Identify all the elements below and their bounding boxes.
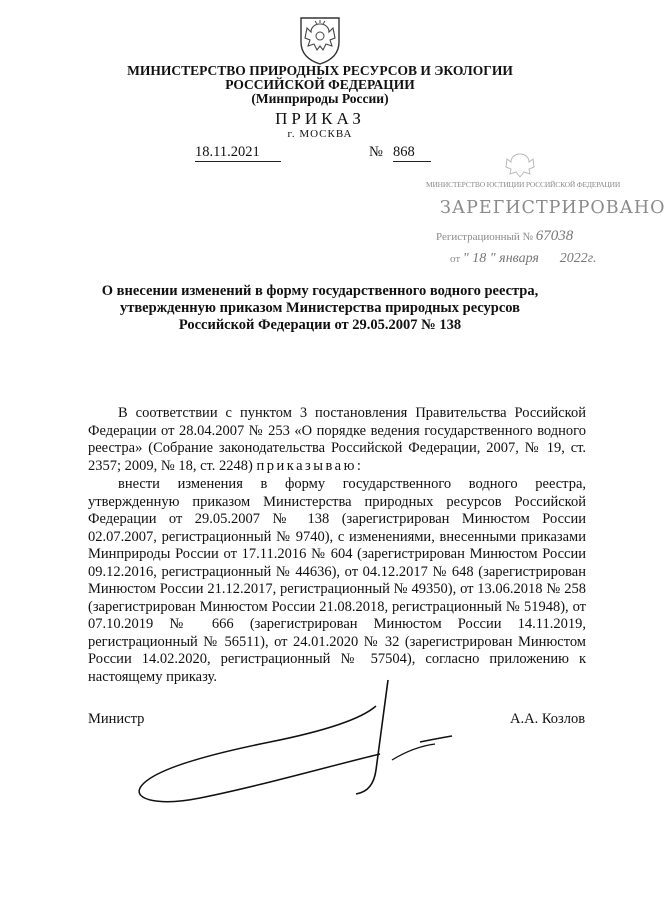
stamp-date-prefix: от — [450, 253, 461, 265]
stamp-authority: МИНИСТЕРСТВО ЮСТИЦИИ РОССИЙСКОЙ ФЕДЕРАЦИИ — [426, 180, 621, 189]
preamble-paragraph — [88, 405, 586, 475]
stamp-reg-label: Регистрационный № — [436, 231, 534, 243]
document-type: ПРИКАЗ — [275, 109, 365, 128]
signer-name: А.А. Козлов — [510, 711, 586, 727]
title-line-1: О внесении изменений в форму государственного водного реестра, — [101, 283, 539, 299]
ministry-name — [0, 64, 640, 106]
stamp-reg-number-value: 67038 — [535, 228, 574, 244]
ministry-line-2: РОССИЙСКОЙ ФЕДЕРАЦИИ — [225, 77, 415, 92]
stamp-registration-number — [436, 228, 646, 245]
order-number: 868 — [393, 144, 431, 162]
stamp-date-value: " 18 " января — [462, 251, 539, 266]
stamp-year: 2022г. — [559, 251, 597, 266]
registration-stamp — [426, 150, 666, 274]
order-word: приказываю: — [256, 457, 364, 474]
city: г. МОСКВА — [287, 128, 353, 140]
title-line-3: Российской Федерации от 29.05.2007 № 138 — [178, 317, 462, 333]
title-line-2: утвержденную приказом Министерства природных ресурсов — [119, 300, 521, 316]
stamp-registration-date — [450, 251, 660, 267]
ministry-line-1: МИНИСТЕРСТВО ПРИРОДНЫХ РЕСУРСОВ И ЭКОЛОГИИ — [127, 63, 513, 78]
handwritten-signature-icon — [130, 680, 460, 810]
signer-role: Министр — [88, 711, 145, 727]
coat-of-arms-emblem-icon — [297, 12, 343, 66]
order-date: 18.11.2021 — [195, 144, 281, 162]
document-title — [0, 283, 640, 334]
stamp-registered: ЗАРЕГИСТРИРОВАНО — [440, 198, 666, 218]
preamble-text: В соответствии с пунктом 3 постановления Правительства Российской Федерации от 28.04.2007 № 253 «О порядке ведения государственного водного реестра» (Собрание законодательства Российской Федерации, 2007, № 19, ст. 2357; 2009, № 18, ст. 2248) — [88, 405, 586, 474]
order-paragraph: внести изменения в форму государственного водного реестра, утвержденную приказом Министерства природных ресурсов Российской Федерации от 29.05.2007 № 138 (зарегистрирован Минюстом России 02.07.2007, регистрационный № 9740), с изменениями, внесенными приказами Минприроды России от 17.11.2016 № 604 (зарегистрирован Минюстом России 09.12.2016, регистрационный № 44636), от 04.12.2017 № 648 (зарегистрирован Минюстом России 21.12.2017, регистрационный № 49350), от 13.06.2018 № 258 (зарегистрирован Минюстом России 21.08.2018, регистрационный № 51948), от 07.10.2019 № 666 (зарегистрирован Минюстом России 14.11.2019, регистрационный № 56511), от 24.01.2020 № 32 (зарегистрирован Минюстом России 14.02.2020, регистрационный № 57504), согласно приложению к настоящему приказу. — [88, 476, 586, 685]
stamp-emblem-icon — [500, 150, 540, 180]
order-number-label: № — [369, 144, 383, 160]
ministry-short-name: (Минприроды России) — [251, 91, 389, 106]
